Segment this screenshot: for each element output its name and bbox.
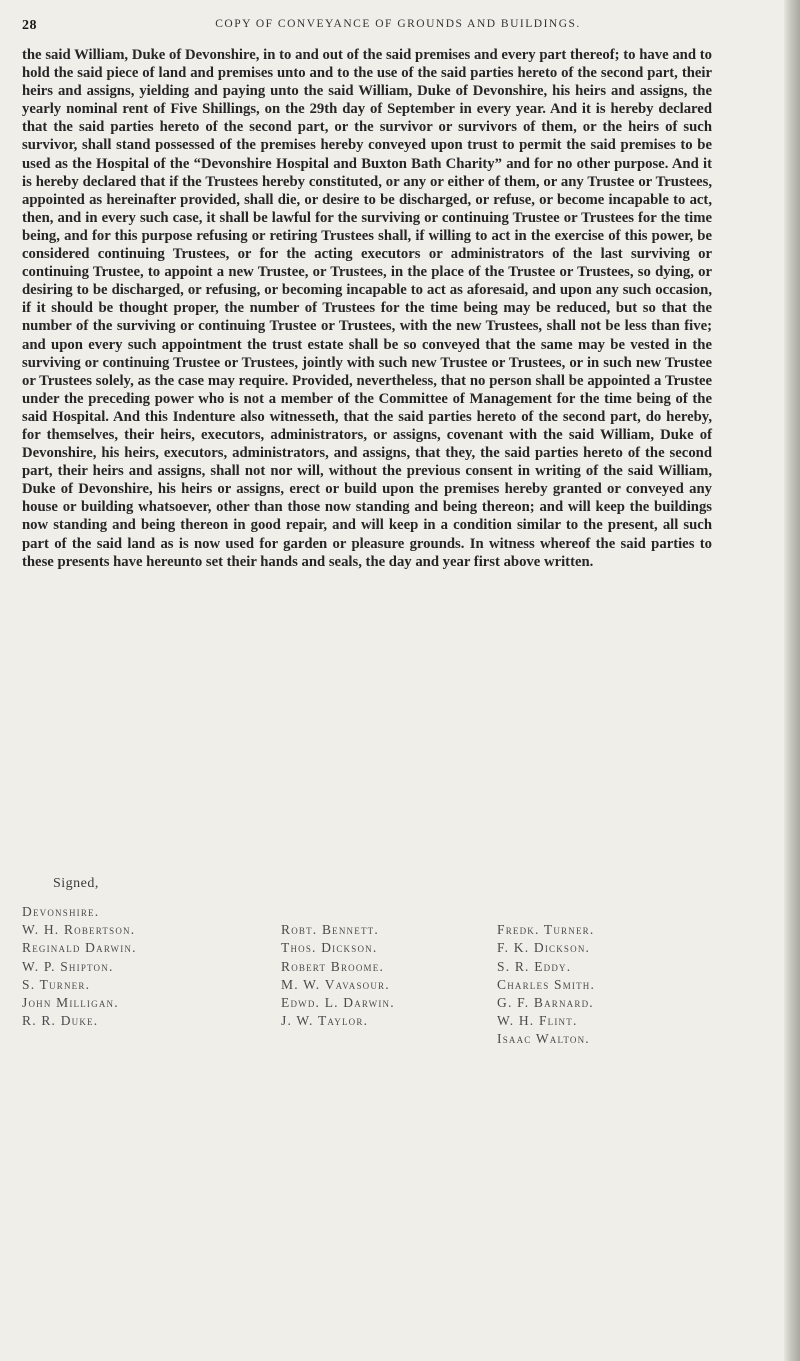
signatory-name: Thos. Dickson. xyxy=(281,940,378,956)
signatory-name: S. R. Eddy. xyxy=(497,958,572,974)
signatory-name: Reginald Darwin. xyxy=(22,940,137,956)
signatory-name xyxy=(281,903,497,921)
signatory-name: W. H. Flint. xyxy=(497,1013,578,1029)
signatory-name: Charles Smith. xyxy=(497,976,596,992)
document-page xyxy=(22,0,743,1361)
signatory-name: Devonshire. xyxy=(22,904,100,919)
running-head-title: COPY OF CONVEYANCE OF GROUNDS AND BUILDINGS. xyxy=(215,18,581,30)
signatory-name: W. H. Robertson. xyxy=(22,922,136,938)
signatory-name: F. K. Dickson. xyxy=(497,940,591,956)
signatory-name xyxy=(497,903,737,921)
page-number: 28 xyxy=(22,18,37,33)
signatory-name: Isaac Walton. xyxy=(497,1031,590,1047)
signatory-name: J. W. Taylor. xyxy=(281,1013,369,1029)
signatory-name: Robert Broome. xyxy=(281,958,385,974)
running-head xyxy=(22,18,743,40)
signatory-name: S. Turner. xyxy=(22,976,91,992)
signatory-name: W. P. Shipton. xyxy=(22,958,114,974)
signatory-name: M. W. Vavasour. xyxy=(281,976,390,992)
signatory-name: G. F. Barnard. xyxy=(497,995,594,1011)
page-edge-shadow xyxy=(784,0,800,1361)
signatory-name: R. R. Duke. xyxy=(22,1013,99,1029)
signed-label: Signed, xyxy=(53,876,99,891)
signatory-name: John Milligan. xyxy=(22,995,119,1011)
signatories-column-3 xyxy=(497,903,737,1049)
deed-body-text: the said William, Duke of Devonshire, in to and out of the said premises and every part thereof; to have and to hold the said piece of land and premises unto and to the use of the said parties hereto of the second part, their heirs and assigns, yielding and paying unto the said William, Duke of Devonshire, his heirs and assigns, the yearly nominal rent of Five Shillings, on the 29th day of September in every year. And it is hereby declared that the said parties hereto of the second part, or the survivor or survivors of them, or the heirs of such survivor, shall stand possessed of the premises hereby conveyed upon trust to permit the said premises to be used as the Hospital of the “Devonshire Hospital and Buxton Bath Charity” and for no other purpose. And it is hereby declared that if the Trustees hereby constituted, or any or either of them, or any Trustee or Trustees, appointed as hereinafter provided, shall die, or desire to be discharged, or refuse, or become incapable to act, then, and in every such case, it shall be lawful for the surviving or continuing Trustee or Trustees for the time being, and for this purpose refusing or retiring Trustees shall, if willing to act in the exercise of this power, be considered continuing Trustees, or for the acting executors or administrators of the last surviving or continuing Trustee, to appoint a new Trustee, or Trustees, in the place of the Trustee or Trustees, so dying, or desiring to be discharged, or refusing, or becoming incapable to act as aforesaid, and upon any such occasion, if it should be thought proper, the number of Trustees for the time being may be reduced, but so that the number of the surviving or continuing Trustee or Trustees, with the new Trustees, shall not be less than five; and upon every such appointment the trust estate shall be so conveyed that the same may be vested in the surviving or continuing Trustee or Trustees, jointly with such new Trustee or Trustees, or in such new Trustee or Trustees solely, as the case may require. Provided, nevertheless, that no person shall be appointed a Trustee under the preceding power who is not a member of the Committee of Management for the time being of the said Hospital. And this Indenture also witnesseth, that the said parties hereto of the second part, do hereby, for themselves, their heirs, executors, administrators, or assigns, covenant with the said William, Duke of Devonshire, his heirs, executors, administrators, and assigns, that they, the said parties hereto of the second part, their heirs and assigns, shall not nor will, without the previous consent in writing of the said William, Duke of Devonshire, his heirs or assigns, erect or build upon the premises hereby granted or conveyed any house or building whatsoever, other than those now standing and being thereon; and will keep the buildings now standing and being thereon in good repair, and will keep in a condition similar to the present, all such part of the said land as is now used for garden or pleasure grounds. In witness whereof the said parties to these presents have hereunto set their hands and seals, the day and year first above written. xyxy=(22,47,712,570)
signatories-block xyxy=(22,903,742,1049)
signatory-name: Edwd. L. Darwin. xyxy=(281,995,395,1011)
signatories-column-2 xyxy=(281,903,497,1049)
signatories-column-1 xyxy=(22,903,281,1049)
signatory-name: Robt. Bennett. xyxy=(281,922,379,938)
signatory-name: Fredk. Turner. xyxy=(497,922,595,938)
